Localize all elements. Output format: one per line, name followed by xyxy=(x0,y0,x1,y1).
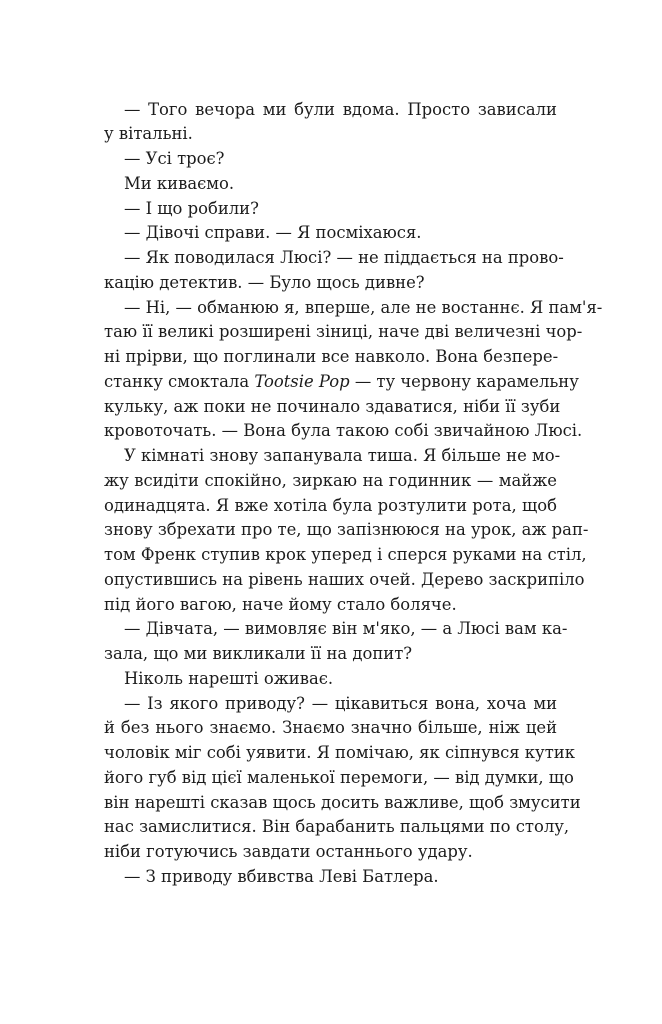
text-line: том Френк ступив крок уперед і сперся руками на стіл, xyxy=(104,545,587,564)
text-line: нас замислитися. Він барабанить пальцями по столу, xyxy=(104,817,570,836)
text-line: кульку, аж поки не починало здаватися, ніби її зуби xyxy=(104,397,561,416)
text-line: й без нього знаємо. Знаємо значно більше, ніж цей xyxy=(104,718,557,737)
text-line: кацію детектив. — Було щось дивне? xyxy=(104,273,425,292)
text-line: жу всидіти спокійно, зиркаю на годинник — майже xyxy=(104,471,557,490)
text-line: чоловік міг собі уявити. Я помічаю, як сіпнувся кутик xyxy=(104,743,575,762)
text-line: Ніколь нарешті оживає. xyxy=(124,669,334,688)
text-line: — Того вечора ми були вдома. Просто зависали xyxy=(124,100,557,119)
text-line: таю її великі розширені зіниці, наче дві величезні чор- xyxy=(104,322,583,341)
text-line: знову збрехати про те, що запізнююся на урок, аж рап- xyxy=(104,520,589,539)
text-line: ніби готуючись завдати останнього удару. xyxy=(104,842,473,861)
text-line: одинадцята. Я вже хотіла була розтулити рота, щоб xyxy=(104,496,557,515)
text-line: зала, що ми викликали її на допит? xyxy=(104,644,413,663)
text-line: — Ні, — обманюю я, вперше, але не востаннє. Я пам'я- xyxy=(124,298,603,317)
text-line: ні прірви, що поглинали все навколо. Вона безпере- xyxy=(104,347,559,366)
text-line: — Усі троє? xyxy=(124,149,225,168)
italic-title: Tootsie Pop xyxy=(254,372,350,391)
text-line: — Дівочі справи. — Я посміхаюся. xyxy=(124,223,422,242)
text-line: — З приводу вбивства Леві Батлера. xyxy=(124,867,439,886)
text-line: його губ від цієї маленької перемоги, — від думки, що xyxy=(104,768,574,787)
text-line: Ми киваємо. xyxy=(124,174,235,193)
text-line: він нарешті сказав щось досить важливе, щоб змусити xyxy=(104,793,581,812)
text-line: кровоточать. — Вона була такою собі звичайною Люсі. xyxy=(104,421,583,440)
text-line: У кімнаті знову запанувала тиша. Я більше не мо- xyxy=(124,446,561,465)
text-line: — Дівчата, — вимовляє він м'яко, — а Люсі вам ка- xyxy=(124,619,568,638)
text-line: у вітальні. xyxy=(104,124,193,143)
text-run: станку смоктала xyxy=(104,372,255,391)
text-line: — І що робили? xyxy=(124,199,259,218)
text-line: опустившись на рівень наших очей. Дерево заскрипіло xyxy=(104,570,585,589)
text-line: — Як поводилася Люсі? — не піддається на прово- xyxy=(124,248,564,267)
text-line xyxy=(104,370,579,394)
text-run: — ту червону карамельну xyxy=(349,372,579,391)
text-line: під його вагою, наче йому стало боляче. xyxy=(104,595,457,614)
text-line: — Із якого приводу? — цікавиться вона, хоча ми xyxy=(124,694,557,713)
